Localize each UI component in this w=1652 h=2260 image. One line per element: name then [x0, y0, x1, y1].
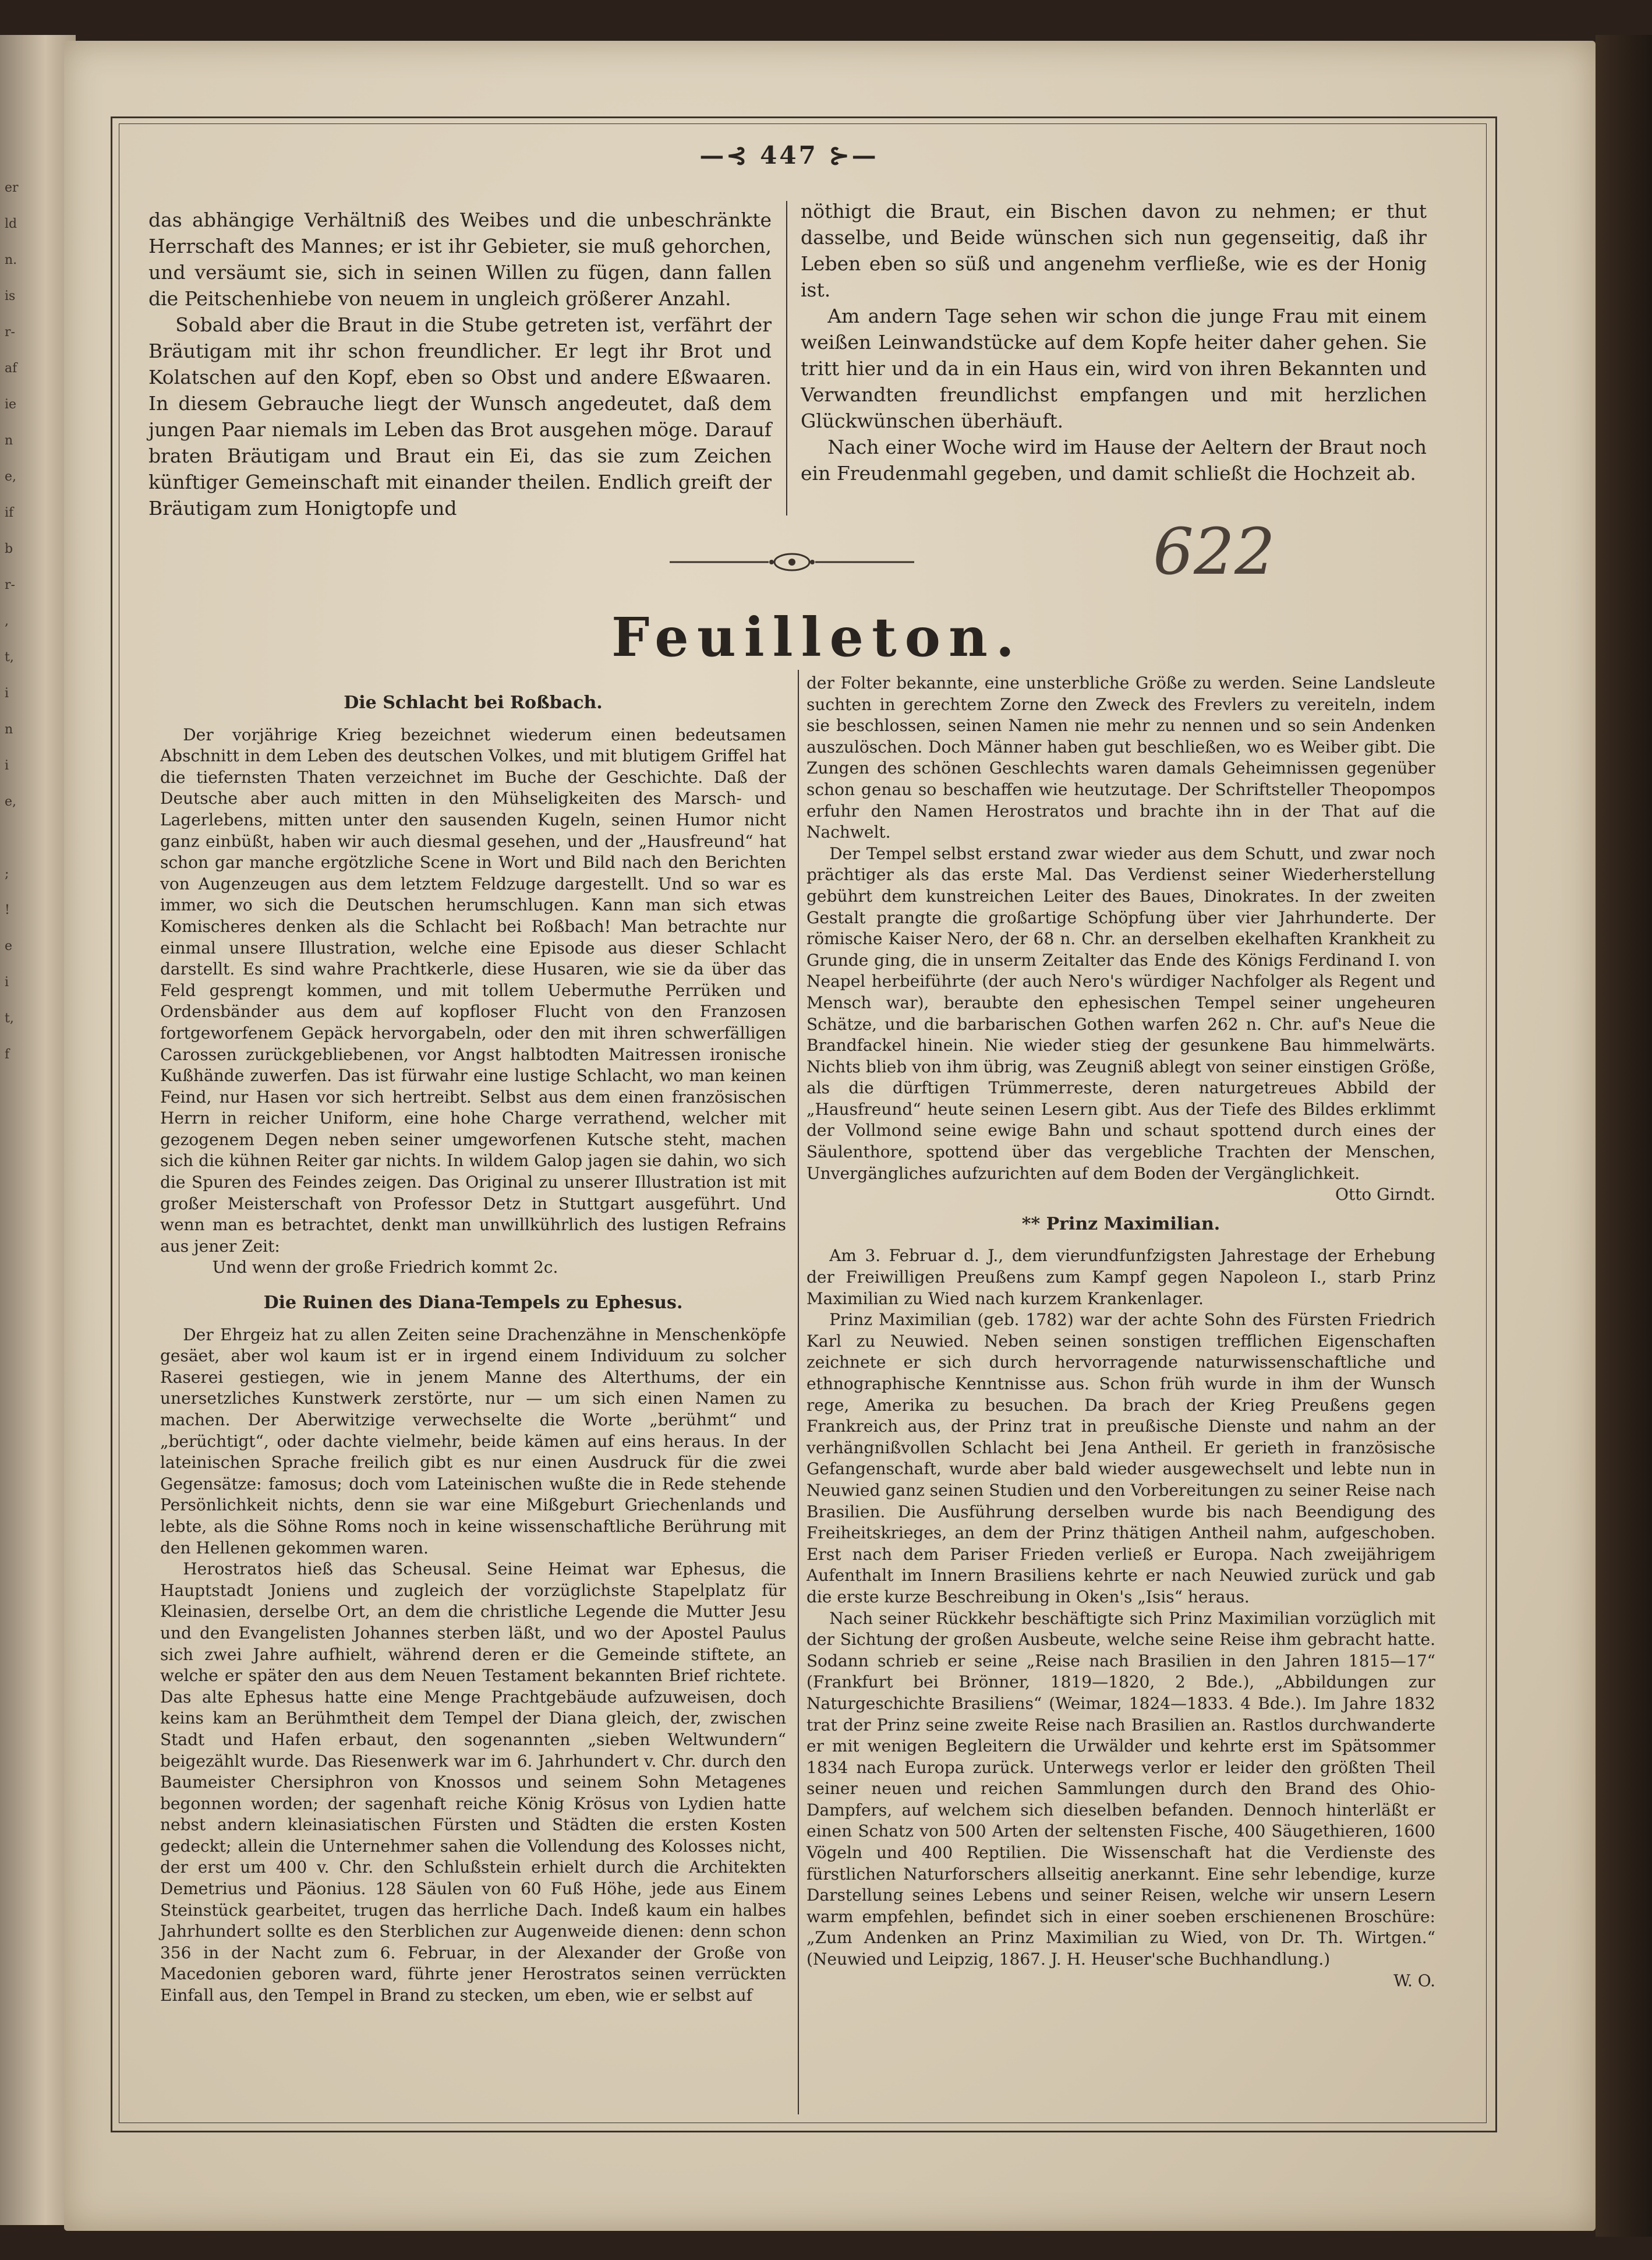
facing-page-fragment: af [5, 361, 17, 376]
facing-page-fragment: n. [5, 253, 17, 267]
paragraph: Der Ehrgeiz hat zu allen Zeiten seine Drachenzähne in Menschenköpfe gesäet, aber wol kaum ist er in irgend einem Individuum zu solcher Raserei gestiegen, wie in jenem Manne des Alterthums, der ein unersetzliches Kunstwerk zerstörte, nur — um sich einen Namen zu machen. Der Aberwitzige verwechselte die Worte „berühmt“ und „berüchtigt“, oder dachte vielmehr, beide kämen auf eins heraus. In der lateinischen Sprache freilich gibt es nur einen Ausdruck für die zwei Gegensätze: famosus; doch vom Lateinischen wußte die in Rede stehende Persönlichkeit nichts, denn sie war eine Mißgeburt Griechenlands und lebte, als die Söhne Roms noch in keine wissenschaftliche Berührung mit den Hellenen gekommen waren. [160, 1325, 786, 1558]
facing-page-fragment: e, [5, 469, 17, 484]
facing-page-fragment: i [5, 975, 9, 990]
facing-page-fragment: e, [5, 794, 17, 809]
article-title: ** Prinz Maximilian. [1021, 1213, 1221, 1234]
quote-line: Und wenn der große Friedrich kommt 2c. [212, 1258, 558, 1277]
paragraph: Der Tempel selbst erstand zwar wieder aus dem Schutt, und zwar noch prächtiger als das erste Mal. Das Verdienst seiner Wiederherstellung gebührt dem kunstreichen Leiter des Baues, Dinokrates. In der zweiten Gestalt prangte die großartige Schöpfung über vier Jahrhunderte. Der römische Kaiser Nero, der 68 n. Chr. an derselben ekelhaften Krankheit zu Grunde ging, die in unserm Zeitalter das Ende des Königs Ferdinand I. von Neapel herbeiführte (der auch Nero's würdiger Nachfolger als Regent und Mensch war), beraubte den ephesischen Tempel seiner ungeheuren Schätze, und die barbarischen Gothen warfen 262 n. Chr. auf's Neue die Brandfackel hinein. Nie wieder stieg der gesunkene Bau himmelwärts. Nichts blieb von ihm übrig, was Zeugniß ablegt von seiner einstigen Größe, als die dürftigen Trümmerreste, deren naturgetreues Abbild der „Hausfreund“ heute seinen Lesern gibt. Aus der Tiefe des Bildes erklimmt der Vollmond seine ewige Bahn und schaut spottend durch eines der Säulenthore, spottend über das vergebliche Trachten der Menschen, Unvergängliches aufzurichten auf dem Boden der Vergänglichkeit. [806, 843, 1435, 1183]
facing-page-fragment: , [5, 614, 9, 628]
facing-page-fragment: t, [5, 1011, 14, 1026]
author-signature: W. O. [1393, 1971, 1435, 1990]
paragraph: Nach einer Woche wird im Hause der Aeltern der Braut noch ein Freudenmahl gegeben, und damit schließt die Hochzeit ab. [801, 436, 1427, 485]
facing-page-fragment: is [5, 289, 16, 303]
facing-page-fragment: n [5, 722, 13, 737]
handwritten-number: 622 [1153, 514, 1275, 585]
facing-page-fragment: e [5, 939, 13, 954]
section-ornament [670, 550, 914, 574]
handwritten-note [1147, 510, 1322, 585]
facing-page-fragment: ld [5, 217, 17, 231]
column-rule [786, 201, 787, 515]
paragraph: das abhängige Verhältniß des Weibes und die unbeschränkte Herrschaft des Mannes; er ist ihr Gebieter, sie muß gehorchen, und versäumt sie, sich in seinen Willen zu fügen, dann fallen die Peitschenhiebe von neuem in ungleich größerer Anzahl. [148, 209, 772, 310]
author-signature: Otto Girndt. [1335, 1185, 1435, 1205]
facing-page-fragment: i [5, 758, 9, 773]
facing-page-fragment: if [5, 506, 14, 520]
article-title: Die Schlacht bei Roßbach. [344, 693, 603, 713]
paragraph: Am andern Tage sehen wir schon die junge Frau mit einem weißen Leinwandstücke auf dem Kopfe heiter daher gehen. Sie tritt hier und da in ein Haus ein, wird von ihren Bekannten und Verwandten freundlichst empfangen und mit herzlichen Glückwünschen überhäuft. [801, 305, 1427, 432]
facing-page-fragment: ; [5, 867, 9, 881]
article-title: Die Ruinen des Diana-Tempels zu Ephesus. [263, 1293, 683, 1313]
paragraph: nöthigt die Braut, ein Bischen davon zu nehmen; er thut dasselbe, und Beide wünschen sich nun gegenseitig, daß ihr Leben eben so süß und angenehm verfließe, wie es der Honig ist. [801, 200, 1427, 301]
feuilleton-right-column [806, 673, 1435, 1991]
facing-page-fragment: t, [5, 650, 14, 665]
top-left-column [148, 207, 772, 521]
facing-page-fragment: b [5, 542, 13, 556]
feuilleton-left-column [160, 684, 786, 2007]
paragraph: Herostratos hieß das Scheusal. Seine Heimat war Ephesus, die Hauptstadt Joniens und zugleich der vorzüglichste Stapelplatz für Kleinasien, derselbe Ort, an dem die christliche Legende die Mutter Jesu und den Evangelisten Johannes sterben läßt, und wo der Apostel Paulus sich zwei Jahre aufhielt, während deren er die Gemeinde stiftete, an welche er später den aus dem Neuen Testament bekannten Brief richtete. Das alte Ephesus hatte eine Menge Prachtgebäude aufzuweisen, doch keins kam an Berühmtheit dem Tempel der Diana gleich, der, zwischen Stadt und Hafen erbaut, den sogenannten „sieben Weltwundern“ beigezählt wurde. Das Riesenwerk war im 6. Jahrhundert v. Chr. durch den Baumeister Chersiphron von Knossos und seinem Sohn Metagenes begonnen worden; der sagenhaft reiche König Krösus von Lydien hatte nebst andern kleinasiatischen Fürsten und Städten die ersten Kosten gedeckt; allein die Unternehmer sahen die Vollendung des Kolosses nicht, der erst um 400 v. Chr. den Schlußstein erhielt durch die Architekten Demetrius und Päonius. 128 Säulen von 60 Fuß Höhe, jede aus Einem Steinstück gearbeitet, trugen das herrliche Dach. Indeß kaum ein halbes Jahrhundert sollte es den Sterblichen zur Augenweide dienen: denn schon 356 in der Nacht zum 6. Februar, in der Alexander der Große von Macedonien geboren ward, führte jener Herostratos seinen verrückten Einfall aus, den Tempel in Brand zu stecken, um eben, wie er selbst auf [160, 1559, 786, 2005]
paragraph: Am 3. Februar d. J., dem vierundfunfzigsten Jahrestage der Erhebung der Freiwilligen Preußens zum Kampf gegen Napoleon I., starb Prinz Maximilian zu Wied nach kurzem Krankenlager. [806, 1246, 1435, 1308]
paragraph: Nach seiner Rückkehr beschäftigte sich Prinz Maximilian vorzüglich mit der Sichtung der großen Ausbeute, welche seine Reise ihm gebracht hatte. Sodann schrieb er seine „Reise nach Brasilien in den Jahren 1815—17“ (Frankfurt bei Brönner, 1819—1820, 2 Bde.), „Abbildungen zur Naturgeschichte Brasiliens“ (Weimar, 1824—1833. 4 Bde.). Im Jahre 1832 trat der Prinz seine zweite Reise nach Brasilien an. Rastlos durchwanderte er mit wenigen Begleitern die Urwälder und kehrte erst im Spätsommer 1834 nach Europa zurück. Unterwegs verlor er leider den größten Theil seiner neuen und reichen Sammlungen durch den Brand des Ohio-Dampfers, auf welchem sich dieselben befanden. Dennoch hinterläßt er einen Schatz von 500 Arten der seltensten Fische, 400 Säugethieren, 1600 Vögeln und 400 Reptilien. Die Wissenschaft hat die Verdienste des fürstlichen Naturforschers allseitig anerkannt. Eine sehr lebendige, kurze Darstellung seines Lebens und seiner Reisen, welche wir unsern Lesern warm empfehlen, befindet sich in einer soeben erschienenen Broschüre: „Zum Andenken an Prinz Maximilian zu Wied, von Dr. Th. Wirtgen.“ (Neuwied und Leipzig, 1867. J. H. Heuser'sche Buchhandlung.) [806, 1608, 1435, 1969]
column-rule [798, 670, 799, 2114]
facing-page-fragment: n [5, 433, 13, 448]
paragraph: Der vorjährige Krieg bezeichnet wiederum einen bedeutsamen Abschnitt in dem Leben des deutschen Volkes, und mit blutigem Griffel hat die tiefernsten Thaten verzeichnet im Buche der Geschichte. Daß der Deutsche aber auch mitten in den Mühseligkeiten des Marsch- und Lagerlebens, mitten unter den sausenden Kugeln, seinen Humor nicht ganz einbüßt, haben wir auch diesmal gesehen, und der „Hausfreund“ hat schon gar manche ergötzliche Scene in Wort und Bild nach den Berichten von Augenzeugen aus dem letztem Feldzuge dargestellt. Und so war es immer, wo sich die Deutschen herumschlugen. Kann man sich etwas Komischeres denken als die Schlacht bei Roßbach! Man betrachte nur einmal unsere Illustration, welche eine Episode aus dieser Schlacht darstellt. Es sind wahre Prachtkerle, diese Husaren, wie sie da über das Feld gesprengt kommen, und mit tollem Uebermuthe Perrüken und Ordensbänder aus dem auf kopfloser Flucht von den Franzosen fortgeworfenem Gepäck hervorgabeln, oder den mit ihren schwerfälligen Carossen zurückgebliebenen, vor Angst halbtodten Maitressen ironische Kußhände zuwerfen. Das ist fürwahr eine lustige Schlacht, wo man keinen Feind, nur Hasen vor sich hertreibt. Selbst aus dem einen französischen Herrn in reicher Uniform, eine hohe Charge verrathend, welcher mit gezogenem Degen neben seiner umgeworfenen Kutsche steht, machen sich die kühnen Reiter gar nichts. In wildem Galop jagen sie dahin, wo sich die Spuren des Feindes zeigen. Das Original zu unserer Illustration ist mit großer Meisterschaft von Professor Detz in Stuttgart ausgeführt. Und wenn man es betrachtet, denkt man unwillkührlich des lustigen Refrains aus jener Zeit: [160, 725, 786, 1256]
facing-page-fragment: r- [5, 325, 15, 340]
book-edge [1596, 35, 1652, 2237]
paragraph: der Folter bekannte, eine unsterbliche Größe zu werden. Seine Landsleute suchten in gerechtem Zorne den Zweck des Frevlers zu vereiteln, indem sie beschlossen, seinen Namen nie mehr zu nennen und so sein Andenken auszulöschen. Doch Männer haben gut beschließen, wo es Weiber gibt. Die Zungen des schönen Geschlechts waren damals Geheimnissen gegenüber schon genau so beschaffen wie heutzutage. Der Schriftsteller Theopompos erfuhr den Namen Herostratos und brachte ihn in der That auf die Nachwelt. [806, 673, 1435, 842]
facing-page-fragment: r- [5, 578, 15, 592]
feuilleton-heading: Feuilleton. [611, 606, 1023, 669]
top-right-column [801, 198, 1427, 486]
facing-page-fragment: ! [5, 903, 10, 917]
paragraph: Prinz Maximilian (geb. 1782) war der achte Sohn des Fürsten Friedrich Karl zu Neuwied. Neben seinen sonstigen trefflichen Eigenschaften zeichnete er sich durch hervorragende naturwissenschaftliche und ethnographische Kenntnisse aus. Schon früh wurde in ihm der Wunsch rege, Amerika zu besuchen. Da brach der Krieg Preußens gegen Frankreich aus, der Prinz trat in preußische Dienste und nahm an der verhängnißvollen Schlacht bei Jena Antheil. Er gerieth in französische Gefangenschaft, wurde aber bald wieder ausgewechselt und lebte nun in Neuwied ganz seinen Studien und den Vorbereitungen zu seiner Reise nach Brasilien. Die Ausführung derselben wurde bis nach Beendigung des Freiheitskrieges, an dem der Prinz thätigen Antheil nahm, aufgeschoben. Erst nach dem Pariser Frieden verließ er Europa. Nach zweijährigem Aufenthalt im Innern Brasiliens kehrte er nach Neuwied zurück und gab die erste kurze Beschreibung in Oken's „Isis“ heraus. [806, 1310, 1435, 1606]
facing-page-fragment: i [5, 686, 9, 701]
page-number: —⊰ 447 ⊱— [699, 141, 879, 170]
facing-page-fragment: ie [5, 397, 17, 412]
facing-page-fragment: f [5, 1047, 10, 1062]
facing-page-fragment: er [5, 181, 19, 195]
paragraph: Sobald aber die Braut in die Stube getreten ist, verfährt der Bräutigam mit ihr schon freundlicher. Er legt ihr Brot und Kolatschen auf den Kopf, eben so Obst und andere Eßwaaren. In diesem Gebrauche liegt der Wunsch angedeutet, daß dem jungen Paar niemals im Leben das Brot ausgehen möge. Darauf braten Bräutigam und Braut ein Ei, das sie zum Zeichen künftiger Gemeinschaft mit einander theilen. Endlich greift der Bräutigam zum Honigtopfe und [148, 313, 772, 520]
